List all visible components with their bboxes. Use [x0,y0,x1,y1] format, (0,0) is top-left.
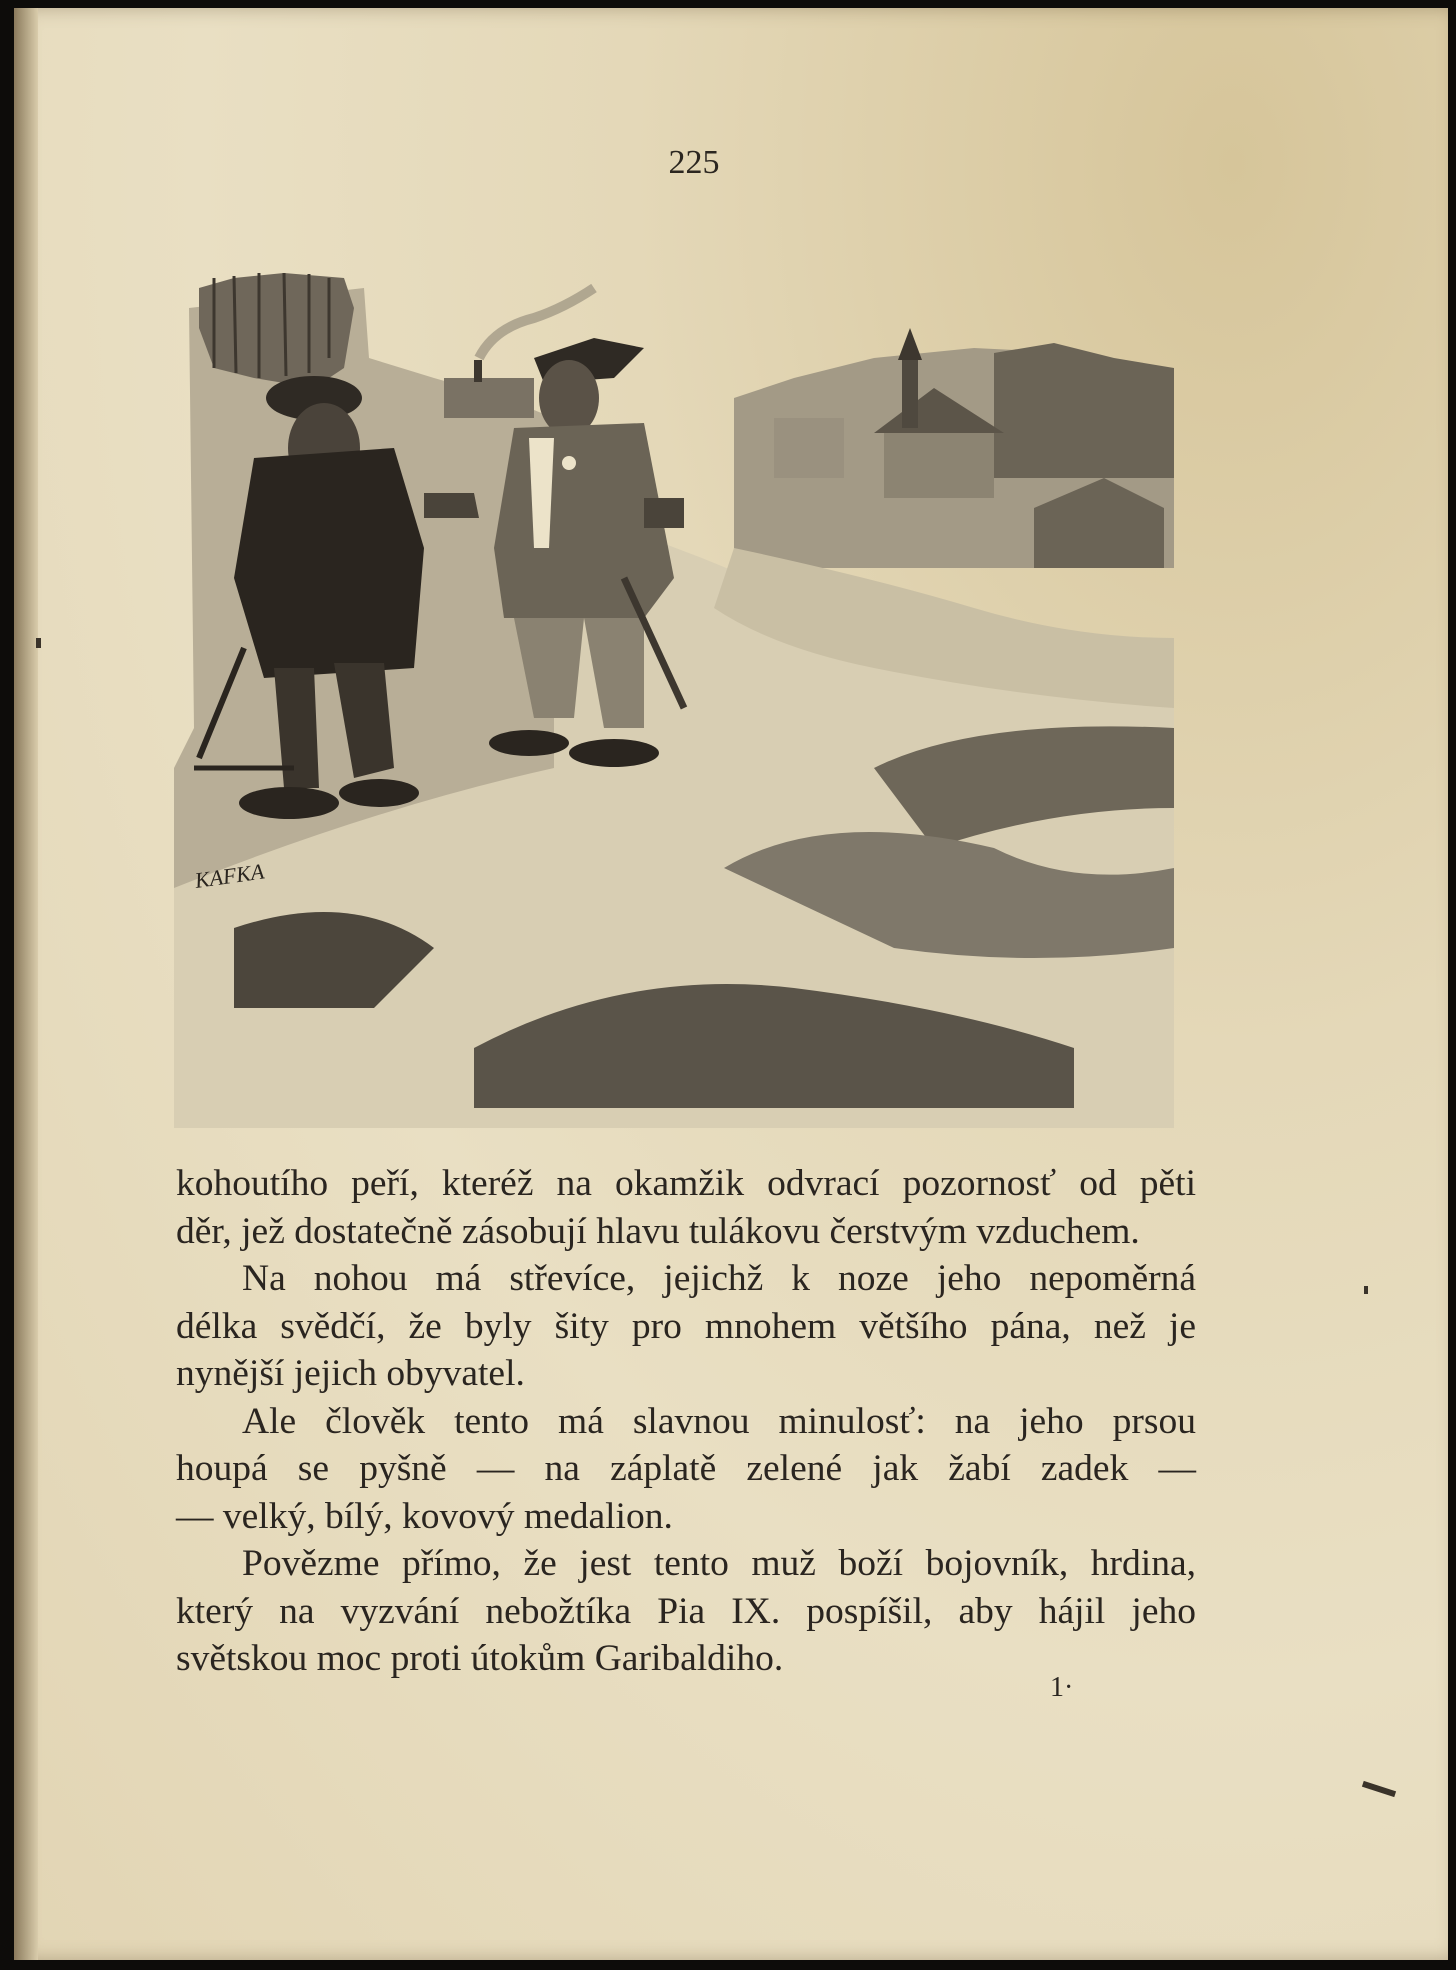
page-gutter [14,8,38,1960]
book-page [14,8,1448,1960]
ink-speck [1362,1781,1396,1797]
ink-speck [1364,1286,1368,1294]
text-line: který na vyzvání nebožtíka Pia IX. pospíšil, aby hájil jeho [176,1590,1196,1632]
text-line: světskou moc proti útokům Garibaldiho. [176,1638,784,1679]
ink-speck [36,638,41,648]
text-line: kohoutího peří, kteréž na okamžik odvrací pozornosť od pěti [176,1163,1196,1204]
text-line: Ale člověk tento má slavnou minulosť: na jeho prsou [242,1400,1196,1442]
text-line: — velký, bílý, kovový medalion. [176,1495,673,1537]
text-line: děr, jež dostatečně zásobují hlavu tulákovu čerstvým vzduchem. [176,1210,1140,1252]
text-line: houpá se pyšně — na záplatě zelené jak žabí zadek — [176,1448,1196,1489]
illustration-two-vagabonds [174,248,1184,1128]
body-text [176,1160,1196,1683]
artist-monogram: KAFKA [193,858,266,893]
text-line: Na nohou má střevíce, jejichž k noze jeho nepoměrná [242,1258,1196,1299]
text-line: délka svědčí, že byly šity pro mnohem většího pána, než je [176,1305,1196,1347]
signature-mark: 1· [1050,1672,1074,1703]
text-line: nynější jejich obyvatel. [176,1353,525,1394]
text-line: Povězme přímo, že jest tento muž boží bojovník, hrdina, [242,1543,1196,1584]
page-number: 225 [668,144,720,181]
